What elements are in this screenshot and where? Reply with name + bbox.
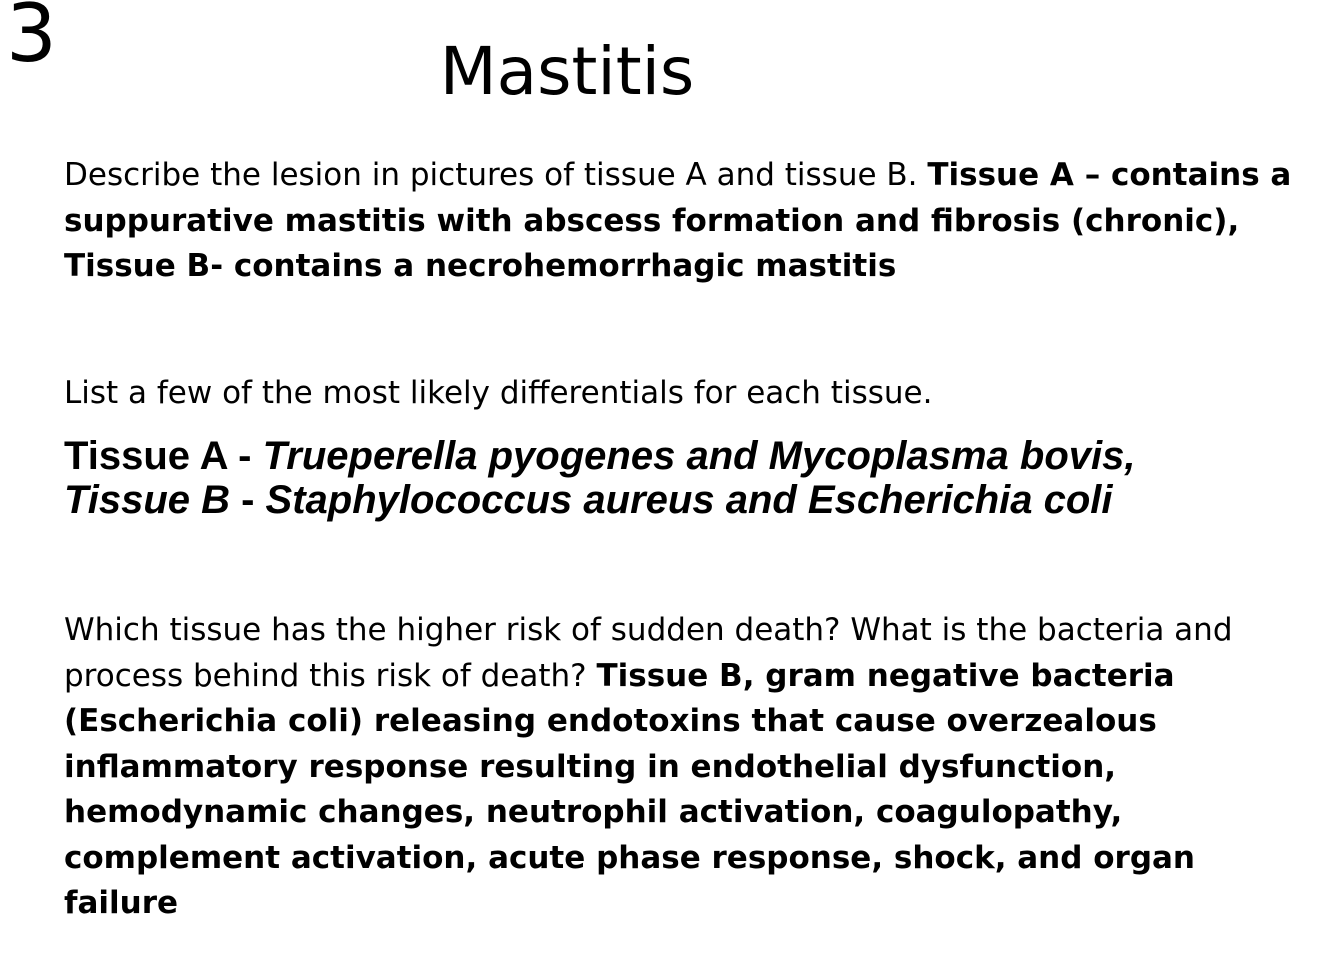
question-1-text: Describe the lesion in pictures of tissue A and tissue B. [64,157,928,193]
question-1-block [64,153,1304,290]
answer-line-tissue-a [64,434,1304,478]
question-3-text: Which tissue has the higher risk of sudden death? What is the bacteria and process behind this risk of death? [64,612,1233,694]
tissue-b-differentials: Staphylococcus aureus and Escherichia coli [265,478,1113,522]
tissue-b-separator: - [230,478,266,522]
slide-number: 3 [6,0,57,80]
question-2-text: List a few of the most likely differentials for each tissue. [64,375,933,411]
answer-line-tissue-b [64,478,1304,522]
tissue-a-differentials: Trueperella pyogenes and Mycoplasma bovis, [262,434,1136,478]
question-3-block [64,608,1304,927]
tissue-b-label: Tissue B [64,478,230,522]
tissue-a-label: Tissue A [64,434,228,478]
tissue-a-separator: - [227,434,263,478]
slide-title: Mastitis [439,33,695,110]
question-1-answer: Tissue A – contains a suppurative mastitis with abscess formation and fibrosis (chronic), Tissue B- contains a necrohemorrhagic mastitis [64,157,1292,284]
question-2-answer [64,434,1304,522]
question-3-answer: Tissue B, gram negative bacteria (Escherichia coli) releasing endotoxins that cause overzealous inflammatory response resulting in endothelial dysfunction, hemodynamic changes, neutrophil activation, coagulopathy, complement activation, acute phase response, shock, and organ failure [64,657,1196,921]
